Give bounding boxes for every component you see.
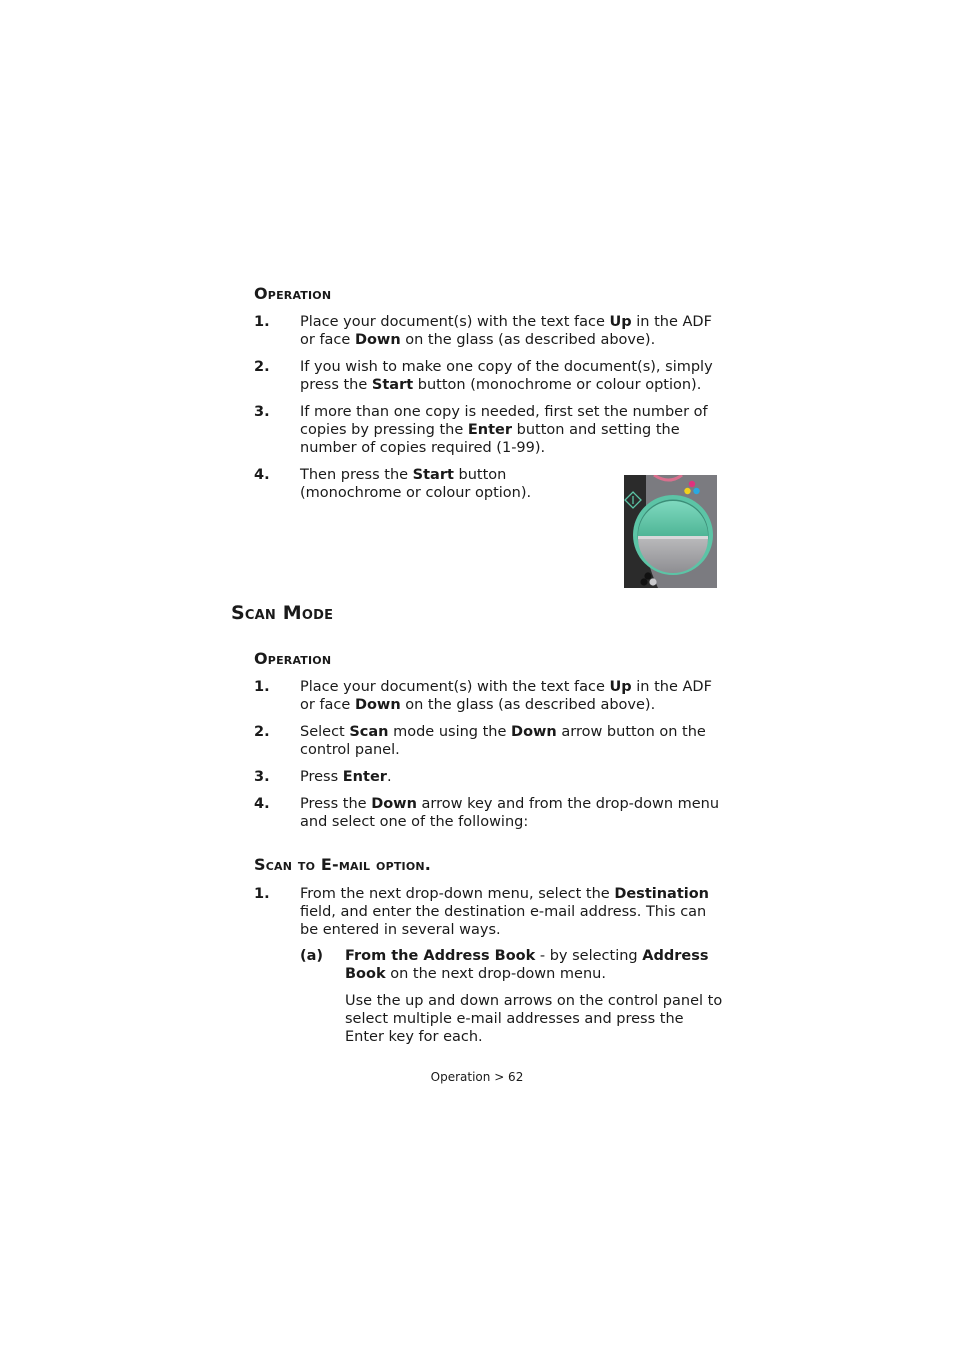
page-footer: Operation > 62 — [430, 1070, 524, 1084]
step-number: 1. — [254, 314, 270, 330]
start-button-photo — [624, 475, 717, 588]
step-number: 3. — [254, 769, 270, 785]
step-number: 1. — [254, 679, 270, 695]
step-number: 1. — [254, 886, 270, 902]
section-heading-operation: Operation — [254, 649, 332, 668]
step-number: 3. — [254, 404, 270, 420]
step-number: 4. — [254, 796, 270, 812]
section-heading-scan-mode: Scan Mode — [231, 602, 334, 624]
step-number: 2. — [254, 359, 270, 375]
paragraph: Use the up and down arrows on the control panel to select multiple e-mail addresses and press the Enter key for each. — [345, 993, 723, 1045]
section-heading-operation: Operation — [254, 284, 332, 303]
section-heading-scan-to-email: Scan to E-mail option. — [254, 855, 432, 874]
sub-step-label: (a) — [300, 948, 324, 964]
step-number: 4. — [254, 467, 270, 483]
document-page: Operation 1. Place your document(s) with the text face Up in the ADF or face Down on the glass (as described above). 2. If you wish to make one copy of the document(s), simply press the Start button (monochrome or colour option). 3. If more than one copy is needed, first set the number of copies by pressing the Enter button and setting the number of copies required (1-99). 4. Then press the Start button (monochrome or colour option). Scan Mode Operation 1. Place your document(s) with the text face Up in the ADF or face Down on the glass (as described above). 2. Select Scan mode using the Down arrow button on the control panel. 3. Press Enter. 4. Press the Down arrow key and from the drop-down menu and select one of the following: Scan to E-mail option. 1. From the next drop-down menu, select the Destination field, and enter the destination e-mail address. This can be entered in several ways. (a) From the Address Book - by selecting Address Book on the next drop-down menu. Use the up and down arrows on the control panel to select multiple e-mail addresses and press the Enter key for each. Operation > 62 — [0, 0, 954, 1351]
step-number: 2. — [254, 724, 270, 740]
